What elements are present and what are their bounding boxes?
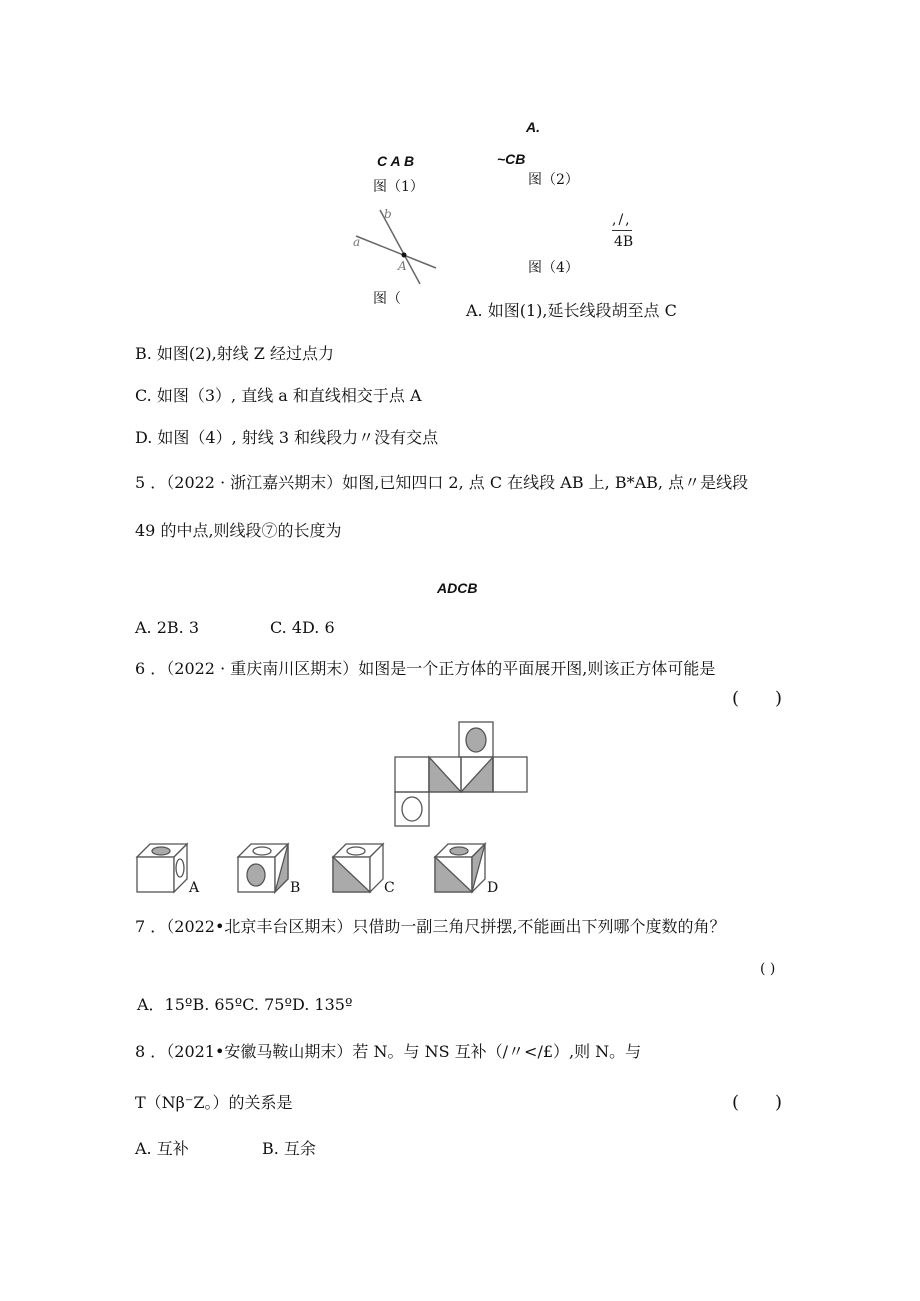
- cube-b: [238, 844, 288, 892]
- cube-c: [333, 844, 383, 892]
- q4-option-d: D. 如图（4）, 射线 3 和线段力〃没有交点: [135, 428, 439, 447]
- fig4-points: 4B: [614, 234, 634, 250]
- q5-figure-label: ADCB: [437, 580, 478, 596]
- q4-option-c: C. 如图（3）, 直线 a 和直线相交于点 A: [135, 386, 422, 405]
- q7-line1: 7 ．（2022•北京丰台区期末）只借助一副三角尺拼摆,不能画出下列哪个度数的角？: [135, 917, 726, 936]
- fig4-caption: 图（4）: [528, 260, 579, 276]
- fig3-label-a: a: [353, 235, 361, 249]
- q7-options: A．15ºB. 65ºC. 75ºD. 135º: [137, 995, 353, 1014]
- cube-label-a: A: [189, 880, 200, 896]
- fig1-points: C A B: [377, 153, 415, 169]
- fig-label: A.: [526, 119, 540, 135]
- q5-line2: 49 的中点,则线段⑦的长度为: [135, 521, 342, 540]
- q8-option-b: B. 互余: [262, 1139, 316, 1158]
- cube-label-b: B: [290, 880, 301, 896]
- q7-answer-paren: ( ): [760, 961, 776, 977]
- q8-option-a: A. 互补: [135, 1139, 189, 1158]
- fig3-label-A: A: [398, 259, 407, 273]
- q6-answer-paren: ( ): [732, 688, 783, 709]
- cube-d: [435, 844, 485, 892]
- q5-line1: 5 ．（2022 · 浙江嘉兴期末）如图,已知四口 2, 点 C 在线段 AB 上, B*AB, 点〃是线段: [135, 473, 749, 492]
- cube-options: [0, 0, 1, 1]
- q4-option-a: A. 如图(1),延长线段胡至点 C: [466, 301, 677, 320]
- q5-options-cd: C. 4D. 6: [270, 618, 335, 637]
- fig1-caption: 图（1）: [373, 179, 424, 195]
- fig3-label-b: b: [384, 207, 392, 221]
- fig4-marks: ,/,: [612, 210, 632, 231]
- fig3-caption: 图（: [373, 291, 401, 307]
- q6-line1: 6 ．（2022 · 重庆南川区期末）如图是一个正方体的平面展开图,则该正方体可能是: [135, 659, 716, 678]
- q5-options-ab: A. 2B. 3: [135, 618, 200, 637]
- q8-line2: T（Nβ⁻Z。）的关系是: [135, 1093, 293, 1112]
- cube-a: [137, 844, 187, 892]
- q4-option-b: B. 如图(2),射线 Z 经过点力: [135, 344, 334, 363]
- fig2-caption: 图（2）: [528, 172, 579, 188]
- cube-label-d: D: [487, 880, 499, 896]
- cube-label-c: C: [384, 880, 395, 896]
- fig2-points: ~CB: [497, 151, 526, 167]
- q8-line1: 8 ．（2021•安徽马鞍山期末）若 N。与 NS 互补（/〃</£）,则 N。与: [135, 1042, 642, 1061]
- q8-answer-paren: ( ): [732, 1092, 783, 1113]
